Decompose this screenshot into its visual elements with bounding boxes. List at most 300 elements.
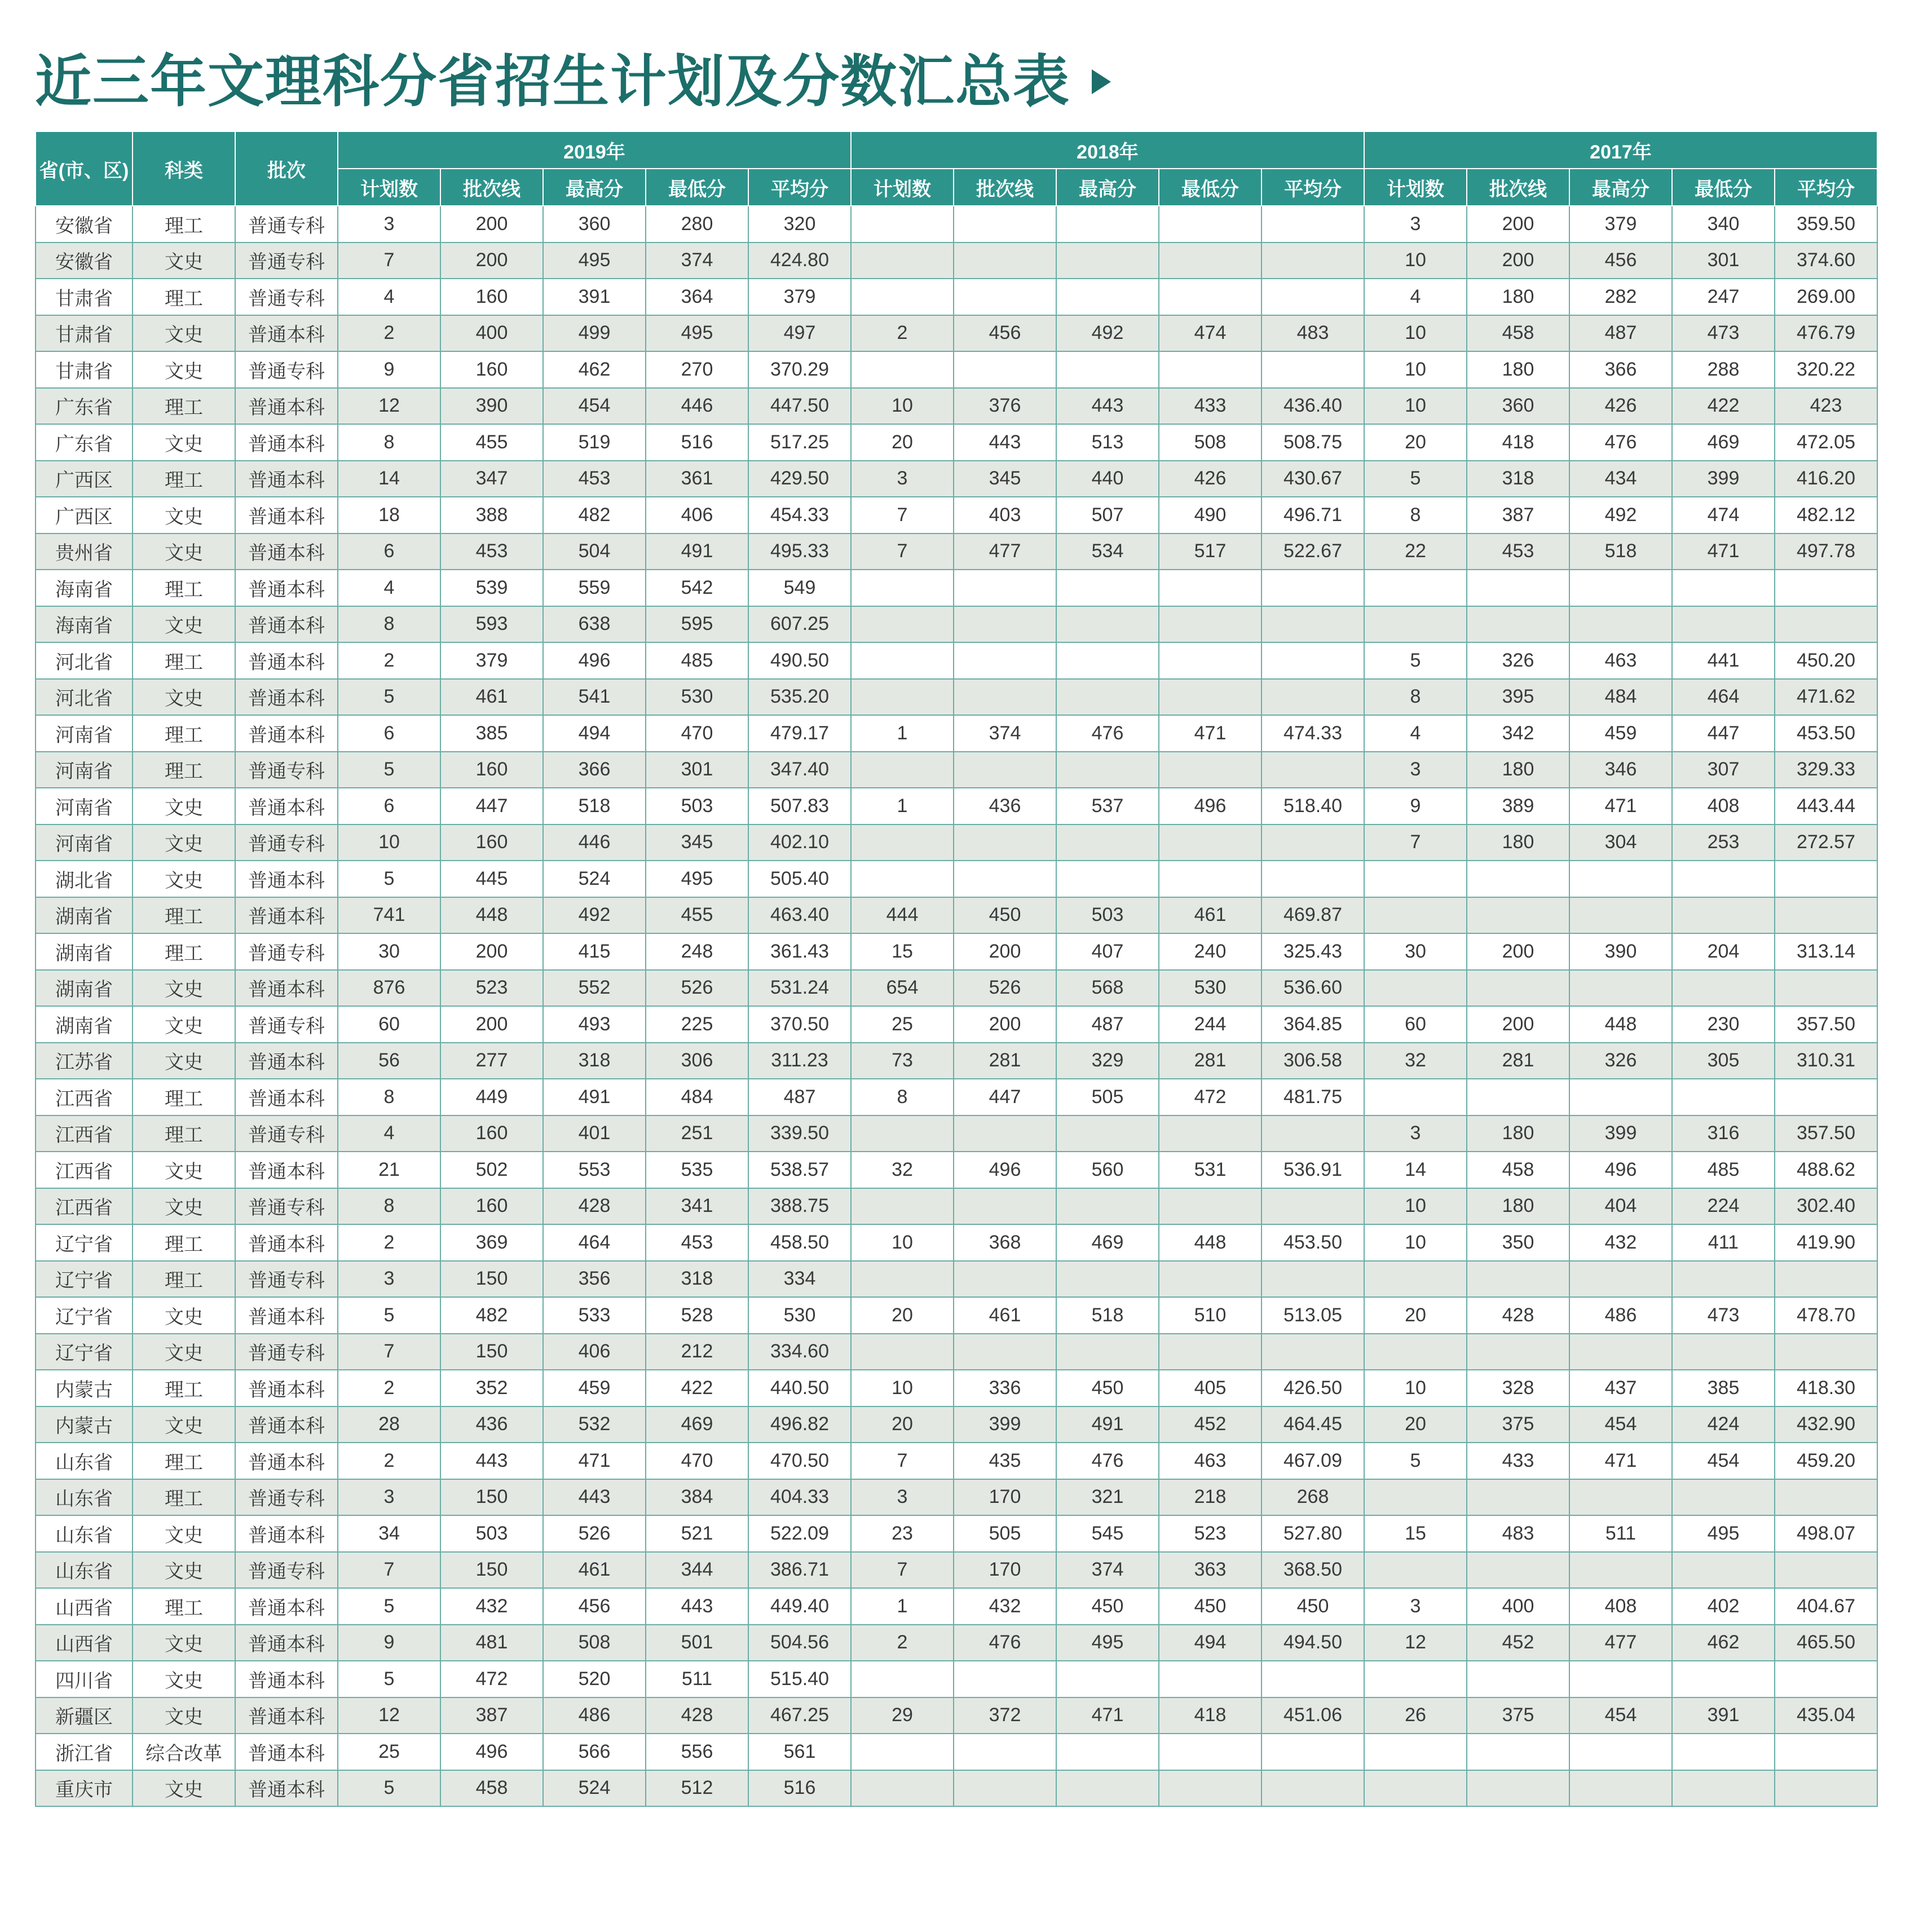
cell-2018-batch-line: 399 — [954, 1406, 1056, 1443]
cell-2018-min-score — [1159, 242, 1261, 279]
cell-2019-plan-count: 5 — [338, 752, 440, 788]
cell-2017-avg-score: 416.20 — [1775, 461, 1877, 497]
cell-2018-plan-count — [851, 1661, 954, 1697]
cell-2019-batch-line: 539 — [440, 570, 543, 606]
cell-2019-plan-count: 7 — [338, 242, 440, 279]
cell-category: 理工 — [133, 1588, 235, 1625]
cell-2019-max-score: 459 — [543, 1370, 646, 1406]
cell-2018-min-score — [1159, 279, 1261, 315]
cell-batch: 普通专科 — [235, 1115, 338, 1152]
cell-2019-avg-score: 479.17 — [748, 715, 851, 752]
cell-2018-batch-line: 436 — [954, 788, 1056, 824]
cell-2018-min-score — [1159, 1334, 1261, 1370]
table-row — [36, 351, 1877, 388]
cell-2019-plan-count: 28 — [338, 1406, 440, 1443]
cell-2019-min-score: 422 — [646, 1370, 748, 1406]
cell-2018-batch-line — [954, 679, 1056, 716]
cell-2019-plan-count: 5 — [338, 1770, 440, 1807]
cell-2018-plan-count: 10 — [851, 1370, 954, 1406]
cell-2018-min-score: 281 — [1159, 1043, 1261, 1079]
cell-2019-min-score: 361 — [646, 461, 748, 497]
cell-2017-batch-line: 483 — [1467, 1515, 1569, 1552]
cell-province: 广东省 — [36, 388, 133, 425]
cell-2018-batch-line: 170 — [954, 1552, 1056, 1589]
cell-province: 河北省 — [36, 679, 133, 716]
cell-2019-min-score: 535 — [646, 1152, 748, 1188]
cell-2017-min-score: 462 — [1672, 1625, 1775, 1661]
cell-2017-plan-count: 15 — [1364, 1515, 1467, 1552]
table-row — [36, 824, 1877, 861]
cell-2019-max-score: 482 — [543, 497, 646, 533]
cell-category: 理工 — [133, 933, 235, 970]
cell-2017-plan-count — [1364, 570, 1467, 606]
cell-2019-min-score: 485 — [646, 642, 748, 679]
cell-2017-min-score — [1672, 1770, 1775, 1807]
cell-2017-max-score — [1569, 1079, 1672, 1115]
cell-category: 文史 — [133, 1297, 235, 1334]
cell-batch: 普通本科 — [235, 861, 338, 897]
table-row — [36, 1370, 1877, 1406]
table-row — [36, 752, 1877, 788]
cell-2017-min-score: 402 — [1672, 1588, 1775, 1625]
table-row — [36, 1406, 1877, 1443]
cell-2018-avg-score — [1261, 679, 1364, 716]
cell-2018-batch-line: 170 — [954, 1479, 1056, 1516]
cell-2017-plan-count: 3 — [1364, 206, 1467, 242]
cell-2019-avg-score: 386.71 — [748, 1552, 851, 1589]
cell-2019-plan-count: 21 — [338, 1152, 440, 1188]
cell-2018-avg-score: 451.06 — [1261, 1697, 1364, 1734]
table-row — [36, 315, 1877, 352]
cell-2018-batch-line — [954, 242, 1056, 279]
cell-2018-avg-score: 436.40 — [1261, 388, 1364, 425]
cell-2019-avg-score: 440.50 — [748, 1370, 851, 1406]
cell-2019-plan-count: 56 — [338, 1043, 440, 1079]
cell-category: 文史 — [133, 424, 235, 461]
cell-2017-batch-line: 389 — [1467, 788, 1569, 824]
cell-category: 文史 — [133, 1006, 235, 1043]
cell-2018-plan-count: 20 — [851, 1297, 954, 1334]
table-row — [36, 570, 1877, 606]
cell-2017-max-score: 404 — [1569, 1188, 1672, 1225]
cell-2018-plan-count — [851, 824, 954, 861]
table-row — [36, 424, 1877, 461]
cell-2017-plan-count: 5 — [1364, 461, 1467, 497]
cell-2018-batch-line: 456 — [954, 315, 1056, 352]
cell-2017-max-score: 471 — [1569, 1443, 1672, 1479]
cell-2018-batch-line — [954, 1770, 1056, 1807]
cell-2017-plan-count — [1364, 1479, 1467, 1516]
cell-2018-avg-score — [1261, 1734, 1364, 1770]
cell-province: 江西省 — [36, 1188, 133, 1225]
cell-batch: 普通本科 — [235, 606, 338, 643]
cell-2019-max-score: 499 — [543, 315, 646, 352]
cell-2018-batch-line — [954, 752, 1056, 788]
cell-2019-plan-count: 8 — [338, 1079, 440, 1115]
cell-2018-avg-score: 450 — [1261, 1588, 1364, 1625]
cell-2017-batch-line: 387 — [1467, 497, 1569, 533]
cell-2018-min-score: 474 — [1159, 315, 1261, 352]
cell-2019-plan-count: 2 — [338, 315, 440, 352]
cell-2018-batch-line: 526 — [954, 970, 1056, 1007]
cell-2019-plan-count: 5 — [338, 679, 440, 716]
cell-2017-batch-line: 418 — [1467, 424, 1569, 461]
table-body — [36, 206, 1877, 1806]
cell-category: 文史 — [133, 242, 235, 279]
cell-batch: 普通本科 — [235, 461, 338, 497]
table-row — [36, 861, 1877, 897]
cell-province: 辽宁省 — [36, 1297, 133, 1334]
cell-2017-min-score: 247 — [1672, 279, 1775, 315]
cell-2018-min-score: 496 — [1159, 788, 1261, 824]
cell-2017-max-score: 379 — [1569, 206, 1672, 242]
cell-batch: 普通本科 — [235, 1734, 338, 1770]
table-row — [36, 897, 1877, 934]
cell-2017-plan-count: 20 — [1364, 1406, 1467, 1443]
cell-2019-batch-line: 150 — [440, 1334, 543, 1370]
cell-category: 文史 — [133, 1152, 235, 1188]
cell-2019-batch-line: 160 — [440, 1188, 543, 1225]
cell-2018-min-score: 218 — [1159, 1479, 1261, 1516]
header-year-2017: 2017年 — [1364, 131, 1877, 169]
cell-2018-plan-count — [851, 642, 954, 679]
cell-category: 文史 — [133, 1043, 235, 1079]
cell-province: 湖南省 — [36, 970, 133, 1007]
cell-batch: 普通本科 — [235, 1661, 338, 1697]
cell-2019-min-score: 495 — [646, 315, 748, 352]
cell-2018-plan-count — [851, 351, 954, 388]
cell-province: 河南省 — [36, 788, 133, 824]
cell-2019-max-score: 406 — [543, 1334, 646, 1370]
cell-2019-max-score: 356 — [543, 1261, 646, 1298]
cell-2018-avg-score: 268 — [1261, 1479, 1364, 1516]
cell-2017-min-score — [1672, 570, 1775, 606]
cell-2017-max-score: 437 — [1569, 1370, 1672, 1406]
cell-category: 文史 — [133, 1661, 235, 1697]
cell-batch: 普通专科 — [235, 933, 338, 970]
cell-2018-max-score — [1056, 1661, 1159, 1697]
cell-2019-min-score: 384 — [646, 1479, 748, 1516]
cell-category: 文史 — [133, 788, 235, 824]
cell-2018-max-score: 518 — [1056, 1297, 1159, 1334]
cell-2017-batch-line: 350 — [1467, 1224, 1569, 1261]
cell-2017-min-score: 301 — [1672, 242, 1775, 279]
cell-2018-batch-line — [954, 1261, 1056, 1298]
cell-category: 文史 — [133, 1188, 235, 1225]
cell-2017-batch-line — [1467, 861, 1569, 897]
cell-batch: 普通本科 — [235, 679, 338, 716]
cell-2018-min-score: 363 — [1159, 1552, 1261, 1589]
cell-2017-min-score: 224 — [1672, 1188, 1775, 1225]
cell-2018-avg-score: 481.75 — [1261, 1079, 1364, 1115]
cell-2017-plan-count: 10 — [1364, 1188, 1467, 1225]
cell-2019-avg-score: 490.50 — [748, 642, 851, 679]
cell-province: 河北省 — [36, 642, 133, 679]
cell-2018-plan-count — [851, 570, 954, 606]
cell-2019-plan-count: 6 — [338, 715, 440, 752]
cell-2017-batch-line: 433 — [1467, 1443, 1569, 1479]
cell-2018-avg-score — [1261, 570, 1364, 606]
play-arrow-icon — [1092, 69, 1111, 94]
cell-2019-max-score: 532 — [543, 1406, 646, 1443]
cell-2019-avg-score: 370.29 — [748, 351, 851, 388]
cell-batch: 普通专科 — [235, 1479, 338, 1516]
cell-2017-min-score: 408 — [1672, 788, 1775, 824]
cell-2017-avg-score: 476.79 — [1775, 315, 1877, 352]
cell-2018-max-score: 450 — [1056, 1370, 1159, 1406]
cell-2017-avg-score — [1775, 1734, 1877, 1770]
cell-2019-max-score: 553 — [543, 1152, 646, 1188]
cell-2017-avg-score: 302.40 — [1775, 1188, 1877, 1225]
cell-2017-batch-line: 200 — [1467, 933, 1569, 970]
cell-2017-avg-score: 478.70 — [1775, 1297, 1877, 1334]
cell-2019-batch-line: 436 — [440, 1406, 543, 1443]
cell-2017-batch-line: 375 — [1467, 1697, 1569, 1734]
table-row — [36, 1515, 1877, 1552]
cell-2017-min-score: 307 — [1672, 752, 1775, 788]
cell-2018-batch-line — [954, 1115, 1056, 1152]
cell-2019-avg-score: 507.83 — [748, 788, 851, 824]
cell-category: 理工 — [133, 279, 235, 315]
cell-2017-plan-count: 5 — [1364, 642, 1467, 679]
cell-2018-plan-count — [851, 1261, 954, 1298]
cell-2018-batch-line: 281 — [954, 1043, 1056, 1079]
cell-batch: 普通专科 — [235, 1552, 338, 1589]
cell-batch: 普通本科 — [235, 642, 338, 679]
cell-2017-max-score: 282 — [1569, 279, 1672, 315]
cell-2017-avg-score — [1775, 570, 1877, 606]
cell-2019-batch-line: 482 — [440, 1297, 543, 1334]
cell-2019-min-score: 521 — [646, 1515, 748, 1552]
cell-2017-plan-count — [1364, 1734, 1467, 1770]
cell-2019-max-score: 443 — [543, 1479, 646, 1516]
cell-province: 新疆区 — [36, 1697, 133, 1734]
cell-2018-avg-score: 536.91 — [1261, 1152, 1364, 1188]
cell-2017-min-score: 422 — [1672, 388, 1775, 425]
cell-2018-plan-count: 444 — [851, 897, 954, 934]
cell-2017-avg-score — [1775, 1334, 1877, 1370]
header-year-2019: 2019年 — [338, 131, 851, 169]
cell-province: 江西省 — [36, 1152, 133, 1188]
cell-province: 江西省 — [36, 1079, 133, 1115]
cell-2017-plan-count — [1364, 1770, 1467, 1807]
cell-2017-plan-count: 8 — [1364, 497, 1467, 533]
cell-2017-plan-count: 26 — [1364, 1697, 1467, 1734]
cell-2018-plan-count: 1 — [851, 715, 954, 752]
cell-province: 甘肃省 — [36, 279, 133, 315]
cell-2019-plan-count: 4 — [338, 570, 440, 606]
cell-2017-min-score: 288 — [1672, 351, 1775, 388]
cell-2019-plan-count: 8 — [338, 424, 440, 461]
cell-category: 理工 — [133, 1115, 235, 1152]
cell-2017-avg-score: 313.14 — [1775, 933, 1877, 970]
cell-2017-max-score: 434 — [1569, 461, 1672, 497]
page-title: 近三年文理科分省招生计划及分数汇总表 — [35, 48, 1070, 114]
cell-2017-batch-line: 458 — [1467, 1152, 1569, 1188]
table-row — [36, 1297, 1877, 1334]
cell-2019-plan-count: 2 — [338, 1370, 440, 1406]
cell-2019-max-score: 446 — [543, 824, 646, 861]
header-year-2018: 2018年 — [851, 131, 1364, 169]
cell-2017-min-score: 441 — [1672, 642, 1775, 679]
cell-2019-max-score: 524 — [543, 1770, 646, 1807]
cell-2018-avg-score: 426.50 — [1261, 1370, 1364, 1406]
cell-2018-min-score: 450 — [1159, 1588, 1261, 1625]
cell-2018-avg-score: 368.50 — [1261, 1552, 1364, 1589]
cell-province: 内蒙古 — [36, 1370, 133, 1406]
cell-batch: 普通本科 — [235, 1697, 338, 1734]
cell-2018-min-score: 510 — [1159, 1297, 1261, 1334]
cell-2019-min-score: 306 — [646, 1043, 748, 1079]
cell-batch: 普通本科 — [235, 1625, 338, 1661]
table-row — [36, 933, 1877, 970]
cell-category: 理工 — [133, 1443, 235, 1479]
cell-2017-avg-score: 450.20 — [1775, 642, 1877, 679]
cell-2017-min-score: 340 — [1672, 206, 1775, 242]
cell-2019-batch-line: 387 — [440, 1697, 543, 1734]
cell-province: 江苏省 — [36, 1043, 133, 1079]
cell-2017-max-score: 477 — [1569, 1625, 1672, 1661]
cell-2019-min-score: 528 — [646, 1297, 748, 1334]
cell-2017-min-score — [1672, 1334, 1775, 1370]
cell-2019-plan-count: 2 — [338, 1224, 440, 1261]
cell-2018-batch-line: 372 — [954, 1697, 1056, 1734]
cell-2017-avg-score — [1775, 1261, 1877, 1298]
cell-batch: 普通专科 — [235, 1006, 338, 1043]
cell-2017-max-score: 492 — [1569, 497, 1672, 533]
cell-2018-plan-count: 73 — [851, 1043, 954, 1079]
cell-2018-plan-count: 2 — [851, 1625, 954, 1661]
cell-2018-batch-line: 403 — [954, 497, 1056, 533]
cell-province: 海南省 — [36, 570, 133, 606]
cell-2017-batch-line: 452 — [1467, 1625, 1569, 1661]
cell-province: 甘肃省 — [36, 315, 133, 352]
cell-2017-avg-score — [1775, 861, 1877, 897]
cell-2018-max-score: 469 — [1056, 1224, 1159, 1261]
cell-2017-batch-line — [1467, 1770, 1569, 1807]
cell-2018-max-score: 545 — [1056, 1515, 1159, 1552]
cell-2019-max-score: 496 — [543, 642, 646, 679]
cell-2019-plan-count: 25 — [338, 1734, 440, 1770]
table-row — [36, 388, 1877, 425]
cell-2018-plan-count: 1 — [851, 1588, 954, 1625]
cell-2018-min-score: 240 — [1159, 933, 1261, 970]
cell-2019-avg-score: 320 — [748, 206, 851, 242]
cell-2019-plan-count: 8 — [338, 606, 440, 643]
cell-2019-max-score: 464 — [543, 1224, 646, 1261]
cell-2018-max-score — [1056, 279, 1159, 315]
cell-2018-avg-score — [1261, 1770, 1364, 1807]
cell-2019-avg-score: 311.23 — [748, 1043, 851, 1079]
cell-2018-min-score: 405 — [1159, 1370, 1261, 1406]
cell-2019-max-score: 486 — [543, 1697, 646, 1734]
cell-2018-plan-count: 2 — [851, 315, 954, 352]
cell-2017-plan-count: 10 — [1364, 315, 1467, 352]
cell-2018-batch-line: 505 — [954, 1515, 1056, 1552]
cell-2017-plan-count — [1364, 606, 1467, 643]
cell-province: 湖北省 — [36, 861, 133, 897]
cell-province: 河南省 — [36, 824, 133, 861]
cell-2018-avg-score: 513.05 — [1261, 1297, 1364, 1334]
cell-2019-min-score: 526 — [646, 970, 748, 1007]
cell-2017-avg-score: 404.67 — [1775, 1588, 1877, 1625]
cell-batch: 普通本科 — [235, 970, 338, 1007]
header-row-years — [36, 131, 1877, 169]
cell-category: 综合改革 — [133, 1734, 235, 1770]
table-row — [36, 1152, 1877, 1188]
cell-2017-avg-score: 498.07 — [1775, 1515, 1877, 1552]
cell-2018-batch-line — [954, 861, 1056, 897]
cell-province: 贵州省 — [36, 533, 133, 570]
cell-2019-batch-line: 160 — [440, 1115, 543, 1152]
cell-province: 辽宁省 — [36, 1224, 133, 1261]
cell-batch: 普通专科 — [235, 1261, 338, 1298]
header-batch-line: 批次线 — [1467, 169, 1569, 206]
cell-province: 广东省 — [36, 424, 133, 461]
cell-2018-avg-score: 494.50 — [1261, 1625, 1364, 1661]
cell-2017-avg-score: 374.60 — [1775, 242, 1877, 279]
table-row — [36, 970, 1877, 1007]
table-row — [36, 1443, 1877, 1479]
cell-2019-max-score: 524 — [543, 861, 646, 897]
cell-2019-plan-count: 3 — [338, 1261, 440, 1298]
table-row — [36, 1479, 1877, 1516]
cell-province: 甘肃省 — [36, 351, 133, 388]
cell-2018-avg-score: 508.75 — [1261, 424, 1364, 461]
cell-category: 理工 — [133, 1079, 235, 1115]
cell-2018-avg-score: 469.87 — [1261, 897, 1364, 934]
cell-2018-min-score — [1159, 1261, 1261, 1298]
cell-2018-plan-count — [851, 606, 954, 643]
cell-2018-plan-count: 29 — [851, 1697, 954, 1734]
table-row — [36, 1079, 1877, 1115]
cell-2019-avg-score: 449.40 — [748, 1588, 851, 1625]
cell-2018-max-score: 568 — [1056, 970, 1159, 1007]
table-row — [36, 1334, 1877, 1370]
cell-2017-min-score: 485 — [1672, 1152, 1775, 1188]
cell-2017-max-score: 476 — [1569, 424, 1672, 461]
cell-2018-batch-line: 200 — [954, 1006, 1056, 1043]
cell-2018-batch-line: 432 — [954, 1588, 1056, 1625]
cell-2017-plan-count: 20 — [1364, 424, 1467, 461]
table-row — [36, 461, 1877, 497]
cell-2018-max-score: 450 — [1056, 1588, 1159, 1625]
cell-2018-max-score — [1056, 1770, 1159, 1807]
cell-2017-plan-count: 14 — [1364, 1152, 1467, 1188]
cell-2019-min-score: 595 — [646, 606, 748, 643]
cell-2017-plan-count — [1364, 1261, 1467, 1298]
cell-2018-min-score — [1159, 570, 1261, 606]
cell-2019-batch-line: 449 — [440, 1079, 543, 1115]
table-row — [36, 1697, 1877, 1734]
cell-2019-min-score: 406 — [646, 497, 748, 533]
cell-2018-min-score: 463 — [1159, 1443, 1261, 1479]
table-row — [36, 206, 1877, 242]
cell-2018-plan-count — [851, 1334, 954, 1370]
cell-2017-min-score — [1672, 1661, 1775, 1697]
cell-2019-avg-score: 370.50 — [748, 1006, 851, 1043]
cell-2018-plan-count: 20 — [851, 1406, 954, 1443]
cell-2019-batch-line: 445 — [440, 861, 543, 897]
cell-category: 文史 — [133, 1406, 235, 1443]
cell-2017-max-score: 448 — [1569, 1006, 1672, 1043]
cell-2018-max-score: 560 — [1056, 1152, 1159, 1188]
cell-2019-max-score: 318 — [543, 1043, 646, 1079]
cell-2019-min-score: 301 — [646, 752, 748, 788]
cell-2017-min-score: 391 — [1672, 1697, 1775, 1734]
cell-batch: 普通专科 — [235, 752, 338, 788]
cell-province: 安徽省 — [36, 242, 133, 279]
